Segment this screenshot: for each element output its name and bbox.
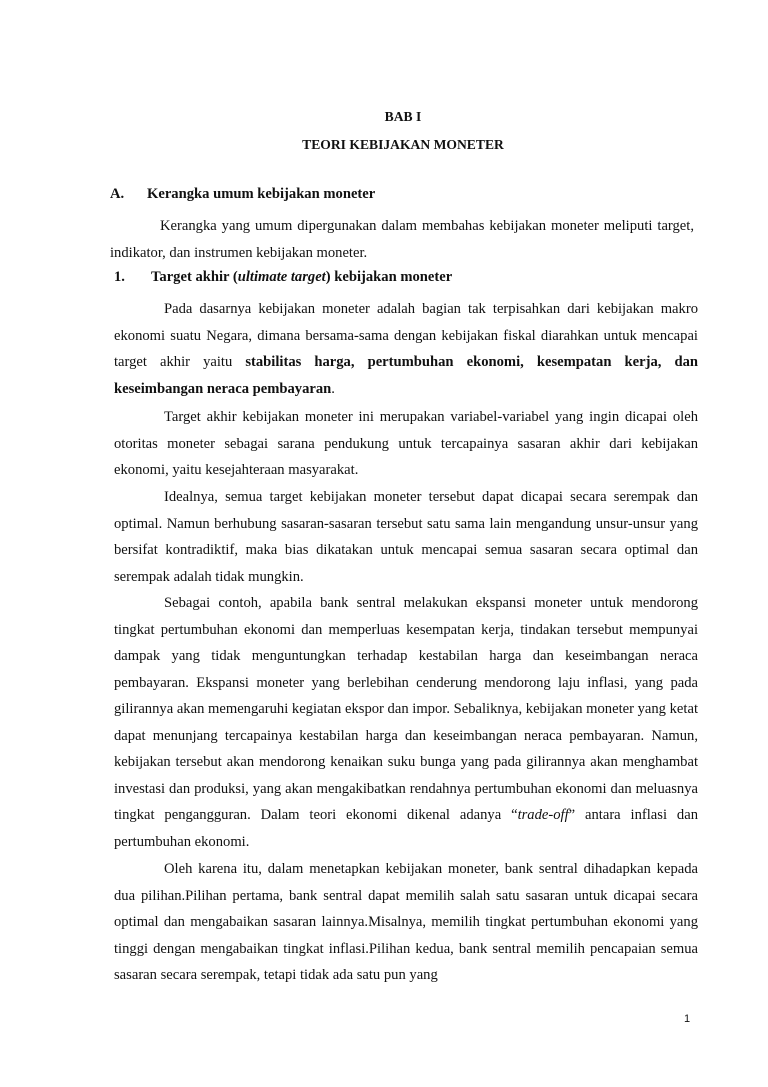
heading-text-end: ) kebijakan moneter <box>325 269 453 285</box>
paragraph-text <box>114 590 698 855</box>
bold-target-list: stabilitas harga, pertumbuhan ekonomi, kesempatan kerja, dan keseimbangan neraca pembayaran <box>114 354 698 397</box>
paragraph-text-start: Pada dasarnya kebijakan moneter adalah bagian tak terpisahkan dari kebijakan makro ekonomi suatu Negara, dimana bersama-sama dengan kebijakan fiskal diarahkan untuk mencapai target akhir yaitu <box>114 301 698 370</box>
paragraph-5 <box>114 856 698 989</box>
section-a-paragraph <box>110 213 694 267</box>
paragraph-text-end: . <box>331 380 335 397</box>
paragraph-2 <box>114 404 698 484</box>
paragraph-text: Idealnya, semua target kebijakan moneter tersebut dapat dicapai secara serempak dan optimal. Namun berhubung sasaran-sasaran tersebut satu sama lain mengandung unsur-unsur yang bersifat kontradiktif, maka bias dikatakan untuk mencapai semua sasaran secara optimal dan serempak adalah tidak mungkin. <box>114 489 698 585</box>
italic-term: trade-off <box>517 807 569 823</box>
paragraph-text <box>114 296 698 402</box>
paragraph-text-start: Sebagai contoh, apabila bank sentral melakukan ekspansi moneter untuk mendorong tingkat pertumbuhan ekonomi dan memperluas kesempatan kerja, tindakan tersebut mempunyai dampak yang tidak menguntungkan terhadap kestabilan harga dan keseimbangan neraca pembayaran. Ekspansi moneter yang berlebihan cenderung mendorong laju inflasi, yang pada gilirannya akan memengaruhi kegiatan ekspor dan impor. Sebaliknya, kebijakan moneter yang ketat dapat menunjang tercapainya kestabilan harga dan keseimbangan neraca pembayaran. Namun, kebijakan tersebut akan mendorong kenaikan suku bunga yang pada gilirannya akan menghambat investasi dan produksi, yang akan mengakibatkan rendahnya pertumbuhan ekonomi dan meluasnya tingkat pengangguran. Dalam teori ekonomi dikenal adanya “ <box>114 595 698 823</box>
paragraph-text: Kerangka yang umum dipergunakan dalam membahas kebijakan moneter meliputi target, indikator, dan instrumen kebijakan moneter. <box>110 218 694 261</box>
chapter-number: BAB I <box>384 109 422 124</box>
heading-italic-term: ultimate target <box>237 269 326 285</box>
heading-text: Target akhir ( <box>151 269 238 285</box>
paragraph-text: Oleh karena itu, dalam menetapkan kebijakan moneter, bank sentral dihadapkan kepada dua pilihan.Pilihan pertama, bank sentral dapat memilih salah satu sasaran untuk dicapai secara optimal dan mengabaikan sasaran lainnya.Misalnya, memilih tingkat pertumbuhan ekonomi yang tinggi dengan mengabaikan tingkat inflasi.Pilihan kedua, bank sentral memilih pencapaian semua sasaran secara serempak, tetapi tidak ada satu pun yang <box>114 861 698 983</box>
page-number: 1 <box>684 1013 691 1025</box>
paragraph-3 <box>114 484 698 590</box>
chapter-title: TEORI KEBIJAKAN MONETER <box>302 137 504 152</box>
paragraph-text: Target akhir kebijakan moneter ini merupakan variabel-variabel yang ingin dicapai oleh otoritas moneter sebagai sarana pendukung untuk tercapainya sasaran akhir dari kebijakan ekonomi, yaitu kesejahteraan masyarakat. <box>114 409 698 478</box>
paragraph-4 <box>114 590 698 855</box>
section-1-title <box>151 269 452 286</box>
section-1-number: 1. <box>114 269 125 285</box>
section-a-title: Kerangka umum kebijakan moneter <box>147 186 376 202</box>
paragraph-text-end: ” antara inflasi dan pertumbuhan ekonomi. <box>114 807 698 850</box>
section-a-number: A. <box>110 186 125 202</box>
paragraph-1 <box>114 296 698 402</box>
